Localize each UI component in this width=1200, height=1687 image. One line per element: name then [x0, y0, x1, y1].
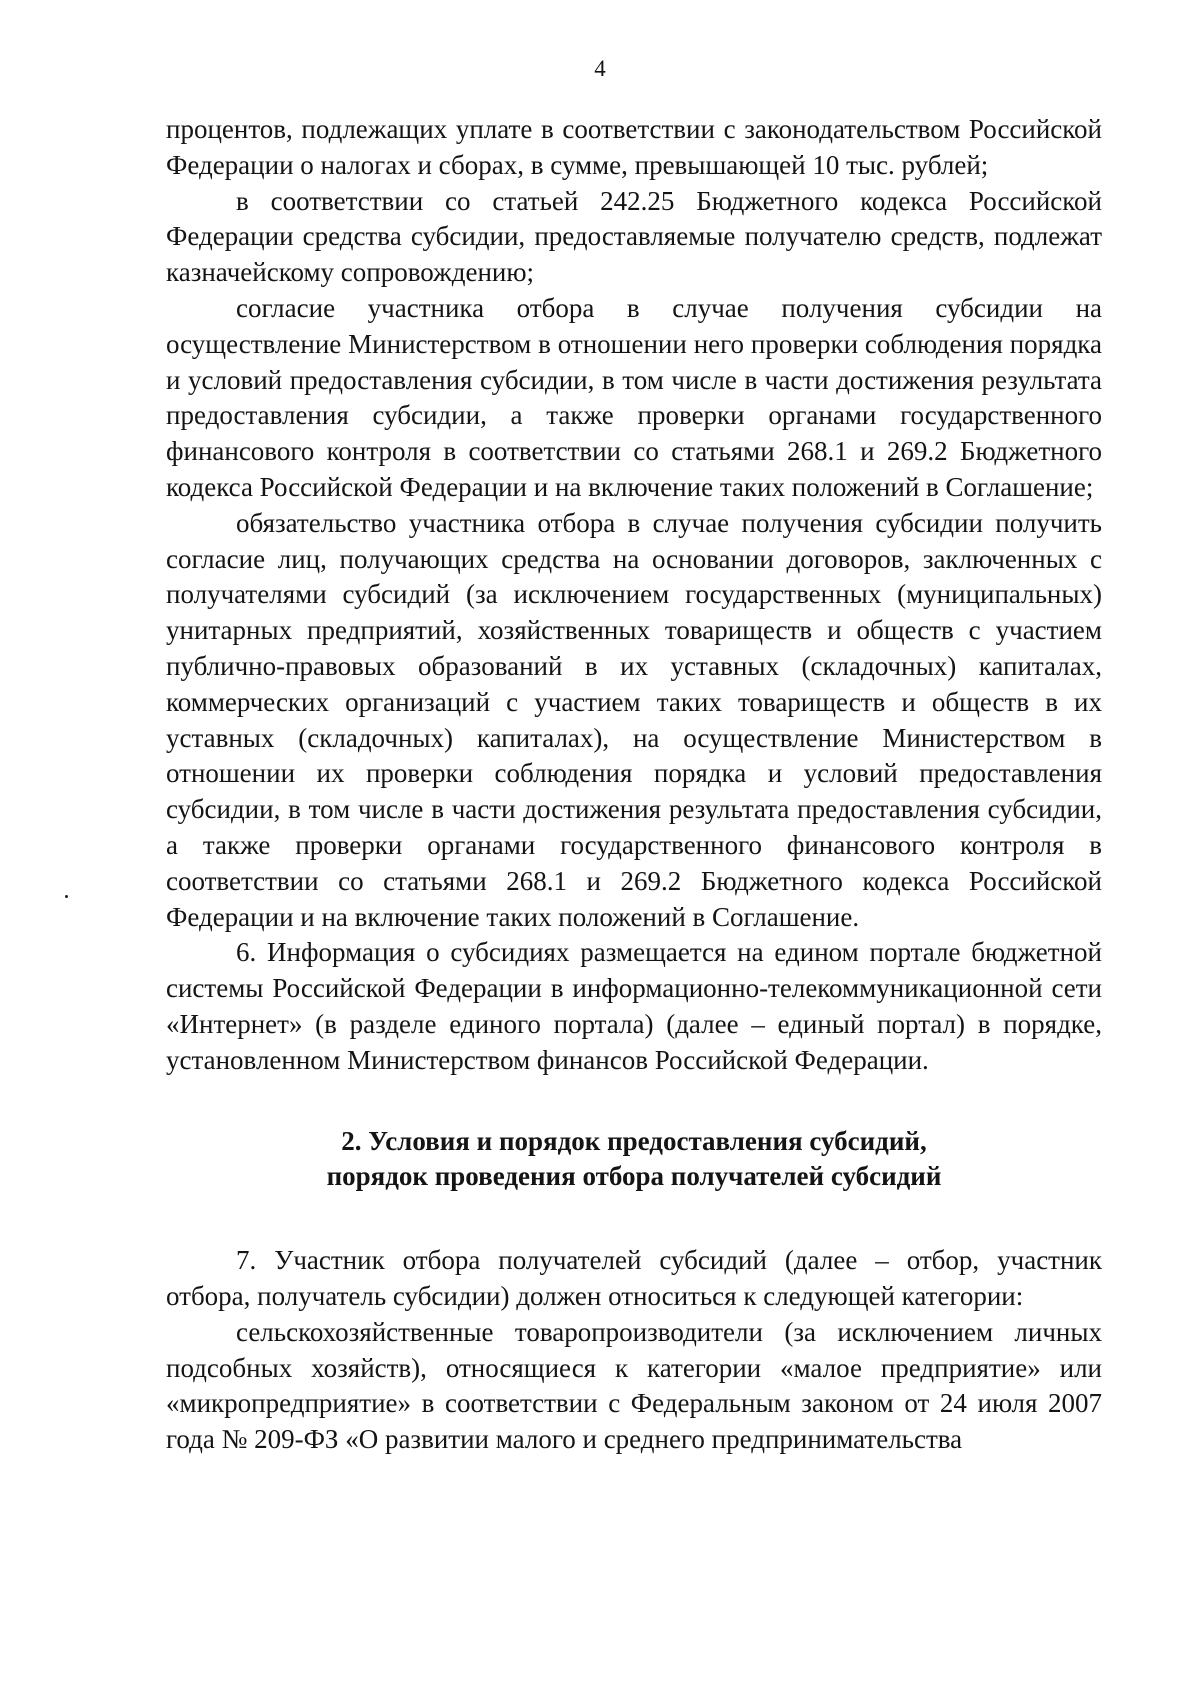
paragraph: согласие участника отбора в случае получения субсидии на осуществление Министерством в отношении него проверки соблюдения порядка и условий предоставления субсидии, в том числе в части достижения результата предоставления субсидии, а также проверки органами государственного финансового контроля в соответствии со статьями 268.1 и 269.2 Бюджетного кодекса Российской Федерации и на включение таких положений в Соглашение;: [166, 292, 1102, 502]
paragraph: 6. Информация о субсидиях размещается на едином портале бюджетной системы Российской Федерации в информационно-телекоммуникационной сети «Интернет» (в разделе единого портала) (далее – единый портал) в порядке, установленном Министерством финансов Российской Федерации.: [166, 937, 1102, 1075]
scan-artifact-dot: [65, 895, 68, 898]
document-body: [166, 112, 1102, 1458]
paragraph: процентов, подлежащих уплате в соответствии с законодательством Российской Федерации о налогах и сборах, в сумме, превышающей 10 тыс. рублей;: [166, 114, 1102, 180]
paragraph: 7. Участник отбора получателей субсидий (далее – отбор, участник отбора, получатель субсидии) должен относиться к следующей категории:: [166, 1245, 1102, 1311]
paragraph: сельскохозяйственные товаропроизводители (за исключением личных подсобных хозяйств), относящиеся к категории «малое предприятие» или «микропредприятие» в соответствии с Федеральным законом от 24 июля 2007 года № 209-ФЗ «О развитии малого и среднего предпринимательства: [166, 1316, 1102, 1455]
section-heading-line: 2. Условия и порядок предоставления субсидий,: [341, 1125, 927, 1156]
section-heading: [166, 1079, 1102, 1244]
page-number: 4: [594, 56, 606, 81]
paragraph: обязательство участника отбора в случае получения субсидии получить согласие лиц, получающих средства на основании договоров, заключенных с получателями субсидий (за исключением государственных (муниципальных) унитарных предприятий, хозяйственных товариществ и обществ с участием публично-правовых образований в их уставных (складочных) капиталах, коммерческих организаций с участием таких товариществ и обществ в их уставных (складочных) капиталах), на осуществление Министерством в отношении их проверки соблюдения порядка и условий предоставления субсидии, в том числе в части достижения результата предоставления субсидии, а также проверки органами государственного финансового контроля в соответствии со статьями 268.1 и 269.2 Бюджетного кодекса Российской Федерации и на включение таких положений в Соглашение.: [166, 507, 1102, 932]
section-heading-line: порядок проведения отбора получателей субсидий: [326, 1161, 942, 1192]
paragraph: в соответствии со статьей 242.25 Бюджетного кодекса Российской Федерации средства субсидии, предоставляемые получателю средств, подлежат казначейскому сопровождению;: [166, 185, 1102, 288]
